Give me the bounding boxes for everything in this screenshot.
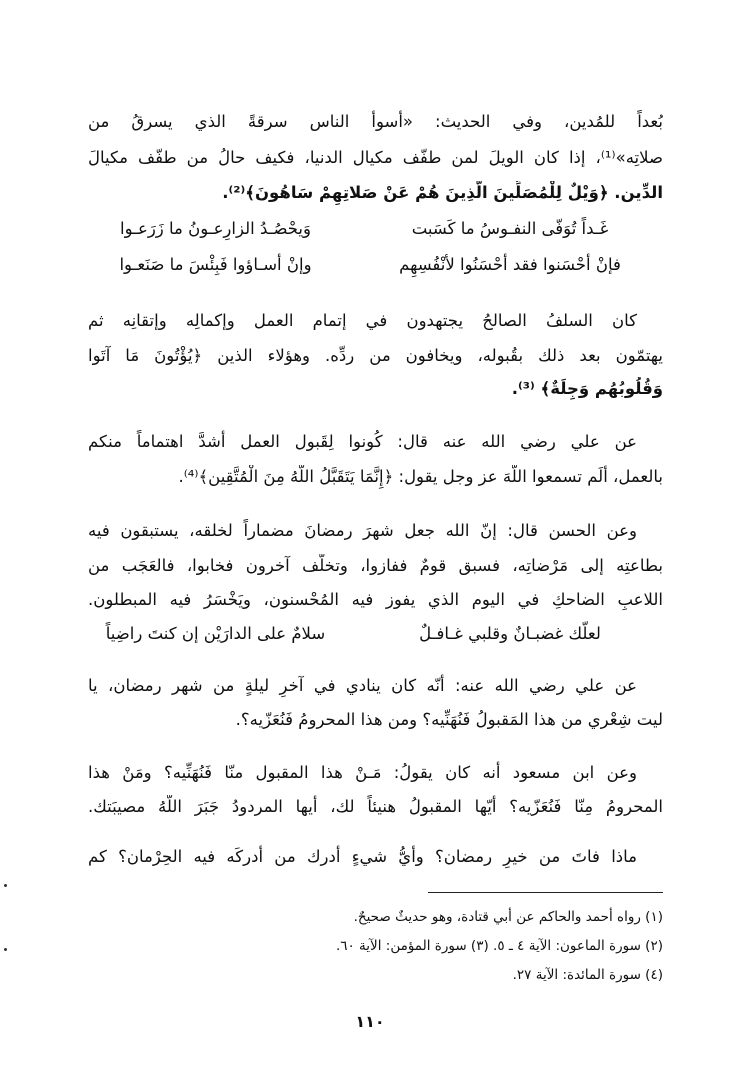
scan-speck	[4, 884, 7, 887]
text-line: ليت شِعْري من هذا المَقبولُ فَنُهَنِّيه؟ ومن هذا المحرومُ فَنُعَزّيه؟.	[235, 710, 663, 729]
footnote: (٤) سورة المائدة: الآية ٢٧.	[512, 967, 663, 983]
text-line: ماذا فاتَ من خيرِ رمضان؟ وأيُّ شيءٍ أدرك من أدركَه فيه الحِرْمان؟ كم	[88, 847, 637, 866]
text-line: بطاعتِه إلى مَرْضاتِه، فسبق قومٌ ففازوا، وتخلّف آخرون فخابوا، فالعَجَب من	[88, 556, 663, 575]
poem-hemistich: وإنْ أسـاؤوا فَبِئْسَ ما صَنَعـوا	[119, 255, 312, 274]
poem-hemistich: فإنْ أحْسَنوا فقد أحْسَنُوا لأنْفُسِهِم	[399, 255, 621, 274]
text-line: صلاتِه»⁽¹⁾، إذا كان الويلَ لمن طفّف مكيال الدنيا، فكيف حالُ من طفّف مكيالَ	[88, 148, 663, 167]
text-line: وعن ابن مسعود أنه كان يقولُ: مَـنْ هذا المقبول منّا فَنُهَنِّيه؟ ومَنْ هذا	[88, 763, 637, 782]
page-number: ١١٠	[355, 1012, 385, 1031]
quran-verse-line: الدِّين. ﴿وَيْلٌ لِلْمُصَلِّينَ الَّذِينَ هُمْ عَنْ صَلاتِهِمْ سَاهُونَ﴾⁽²⁾.	[222, 183, 663, 202]
text-line: بالعمل، ألَم تسمعوا اللّهَ عز وجل يقول: ﴿إِنَّمَا يَتَقَبَّلُ اللَّهُ مِنَ الْمُتَّقِين﴾⁽⁴⁾.	[178, 467, 663, 486]
quran-verse-line: وَقُلُوبُهُم وَجِلَةٌ﴾ ⁽³⁾.	[511, 379, 663, 398]
text-line: عن علي رضي الله عنه قال: كُونوا لِقَبول العمل أشدَّ اهتماماً منكم	[88, 432, 637, 451]
footnote: (٢) سورة الماعون: الآية ٤ ـ ٥. (٣) سورة المؤمن: الآية ٦٠.	[335, 938, 663, 954]
poem-hemistich: سلامٌ على الدارَيْن إن كنتَ راضِياً	[105, 624, 326, 643]
text-line: عن علي رضي الله عنه: أنّه كان ينادي في آخرِ ليلةٍ من شهر رمضان، يا	[88, 676, 637, 695]
text-line: اللاعبِ الضاحكِ في اليوم الذي يفوز فيه المُحْسنون، ويَخْسَرُ فيه المبطلون.	[88, 590, 663, 609]
scan-speck	[4, 948, 7, 951]
footnote: (١) رواه أحمد والحاكم عن أبي قتادة، وهو حديثٌ صحيحٌ.	[353, 909, 663, 925]
text-line: بُعداً للمُدين، وفي الحديث: «أسوأُ الناس سرقةً الذي يسرقُ من	[88, 112, 663, 131]
text-line: يهتمّون بعد ذلك بقُبوله، ويخافون من ردِّه. وهؤلاء الذين ﴿يُؤْتُونَ مَا آتَوا	[88, 346, 663, 365]
text-line: المحرومُ مِنّا فَنُعَزّيه؟ أيّها المقبولُ هنيئاً لك، أيها المردودُ جَبَرَ اللّهُ مصيبَتك.	[88, 797, 663, 816]
poem-hemistich: غَـداً تُوَفّى النفـوسُ ما كَسَبت	[411, 219, 609, 238]
text-line: وعن الحسن قال: إنّ الله جعل شهرَ رمضانَ مضماراً لخلقه، يستبقون فيه	[88, 521, 637, 540]
poem-hemistich: لعلّك غضبـانٌ وقلبي غـافـلٌ	[419, 624, 601, 643]
footnote-separator	[428, 892, 663, 893]
text-line: كان السلفُ الصالحُ يجتهدون في إتمام العمل وإكمالِه وإتقانِه ثم	[88, 311, 637, 330]
poem-hemistich: وَيحْصُـدُ الزارِعـونُ ما زَرَعـوا	[120, 219, 311, 238]
